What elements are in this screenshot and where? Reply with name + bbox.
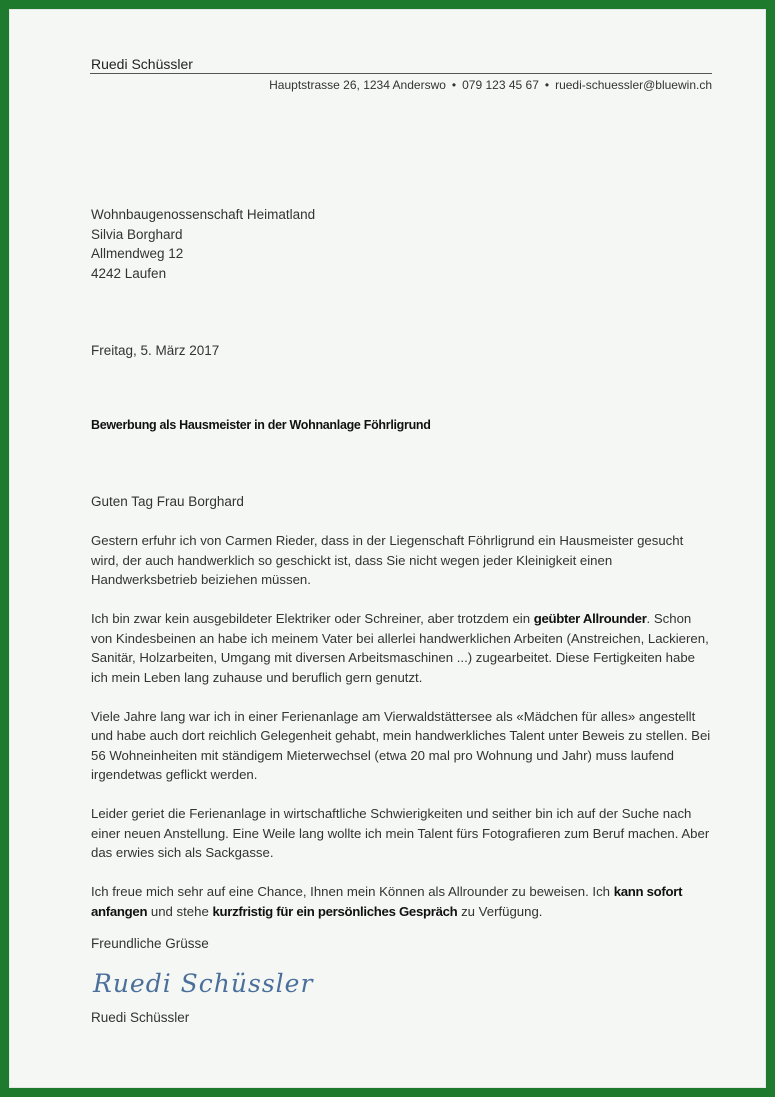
body-paragraph: Viele Jahre lang war ich in einer Ferienanlage am Vierwaldstättersee als «Mädchen für alles» angestellt und habe auch dort reichlich Gelegenheit gehabt, mein handwerkliches Talent unter Beweis zu stellen. Bei 56 Wohneinheiten mit ständigem Mieterwechsel (etwa 20 mal pro Wohnung und Jahr) muss laufend irgendetwas geflickt werden. (91, 708, 711, 782)
paragraph-text: . Schon von Kindesbeinen an habe ich meinem Vater bei allerlei handwerklichen Arbeiten (Anstreichen, Lackieren, Sanitär, Holzarbeiten, Umgang mit diversen Arbeitsmaschinen ...) zugearbeitet. Diese Fertigkeiten habe ich mein Leben lang zuhause und beruflich gern genutzt. (91, 611, 709, 685)
paragraph-text: zu Verfügung. (457, 903, 543, 919)
recipient-street: Allmendweg 12 (91, 246, 184, 261)
salutation: Guten Tag Frau Borghard (91, 494, 244, 509)
letter-date: Freitag, 5. März 2017 (91, 343, 220, 358)
highlight-text: geübter Allrounder (533, 611, 647, 626)
handwritten-signature: Ruedi Schüssler (93, 969, 314, 998)
recipient-city: 4242 Laufen (91, 265, 167, 281)
recipient-company: Wohnbaugenossenschaft Heimatland (91, 207, 316, 222)
letter-page (9, 9, 766, 1088)
body-paragraph: Leider geriet die Ferienanlage in wirtschaftliche Schwierigkeiten und seither bin ich auf der Suche nach einer neuen Anstellung. Eine Weile lang wollte ich mein Talent fürs Fotografieren zum Beruf machen. Aber das erwies sich als Sackgasse. (91, 806, 710, 860)
sender-email: ruedi-schuessler@bluewin.ch (555, 78, 712, 92)
body-paragraph (91, 609, 713, 687)
sender-address: Hauptstrasse 26, 1234 Anderswo (269, 78, 446, 92)
closing-phrase: Freundliche Grüsse (91, 936, 209, 951)
paragraph-text: Ich freue mich sehr auf eine Chance, Ihnen mein Können als Allrounder zu beweisen. Ich (91, 884, 614, 899)
header-divider (90, 73, 712, 74)
sender-contact-line (269, 78, 712, 92)
contact-separator: • (451, 78, 457, 92)
recipient-address (91, 205, 315, 283)
body-paragraph (91, 882, 713, 921)
paragraph-text: Ich bin zwar kein ausgebildeter Elektriker oder Schreiner, aber trotzdem ein (91, 611, 534, 626)
contact-separator: • (544, 78, 550, 92)
letter-subject: Bewerbung als Hausmeister in der Wohnanlage Föhrligrund (91, 418, 431, 432)
signer-name: Ruedi Schüssler (91, 1010, 190, 1025)
sender-name: Ruedi Schüssler (91, 56, 193, 72)
paragraph-text: und stehe (147, 903, 213, 919)
highlight-text: kurzfristig für ein persönliches Gespräch (212, 903, 458, 919)
highlight-text: kann sofort anfangen (91, 884, 683, 919)
sender-phone: 079 123 45 67 (462, 78, 539, 92)
recipient-person: Silvia Borghard (91, 226, 183, 242)
letter-body (91, 531, 713, 941)
body-paragraph: Gestern erfuhr ich von Carmen Rieder, dass in der Liegenschaft Föhrligrund ein Hausmeister gesucht wird, der auch handwerklich so geschickt ist, dass Sie nicht wegen jeder Kleinigkeit einen Handwerksbetrieb beiziehen müssen. (91, 533, 684, 587)
